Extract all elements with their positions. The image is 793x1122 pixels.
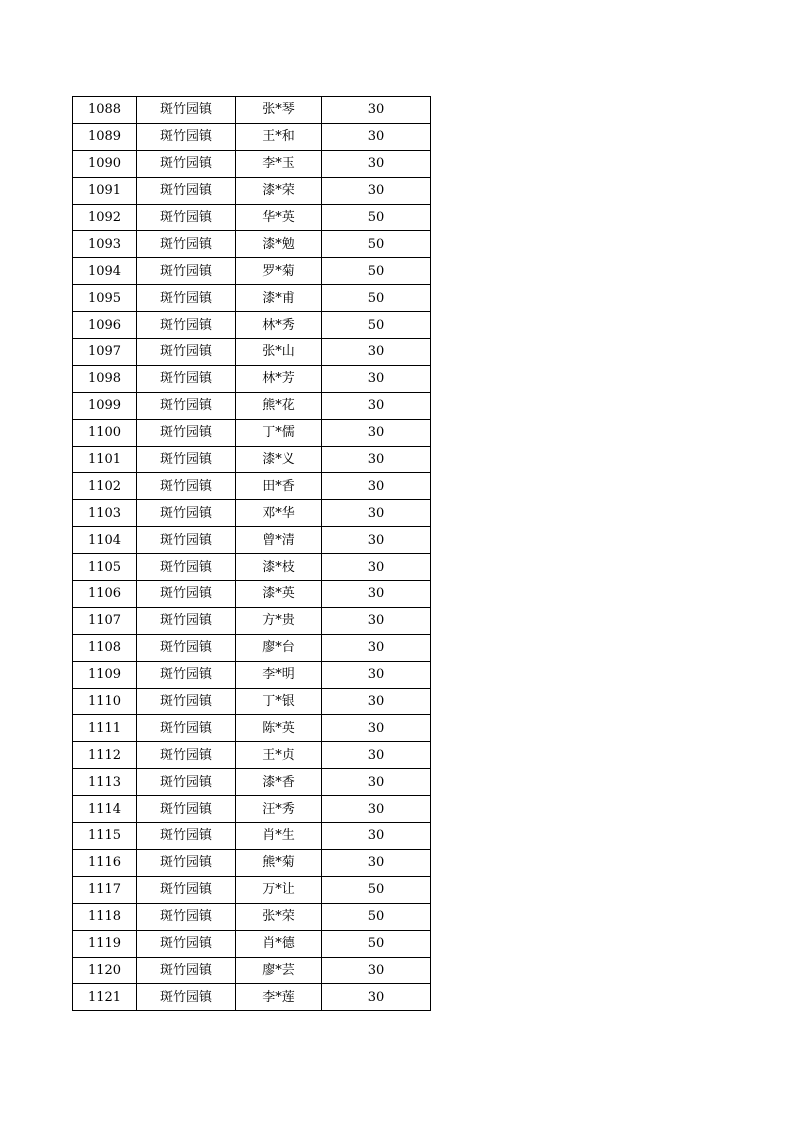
row-number-cell: 1100 [73, 419, 137, 446]
table-row [73, 527, 431, 554]
row-number-cell: 1102 [73, 473, 137, 500]
town-cell: 斑竹园镇 [137, 123, 236, 150]
amount-cell: 50 [322, 204, 431, 231]
table-row [73, 849, 431, 876]
data-table [72, 96, 431, 1011]
town-cell: 斑竹园镇 [137, 473, 236, 500]
town-cell: 斑竹园镇 [137, 742, 236, 769]
amount-cell: 50 [322, 903, 431, 930]
row-number-cell: 1114 [73, 796, 137, 823]
amount-cell: 30 [322, 419, 431, 446]
amount-cell: 30 [322, 392, 431, 419]
person-name-cell: 漆*英 [236, 581, 322, 608]
person-name-cell: 张*山 [236, 339, 322, 366]
amount-cell: 50 [322, 876, 431, 903]
row-number-cell: 1121 [73, 984, 137, 1011]
amount-cell: 30 [322, 554, 431, 581]
amount-cell: 30 [322, 957, 431, 984]
town-cell: 斑竹园镇 [137, 607, 236, 634]
amount-cell: 30 [322, 446, 431, 473]
row-number-cell: 1110 [73, 688, 137, 715]
table-body [73, 97, 431, 1011]
town-cell: 斑竹园镇 [137, 177, 236, 204]
town-cell: 斑竹园镇 [137, 204, 236, 231]
row-number-cell: 1097 [73, 339, 137, 366]
person-name-cell: 曾*清 [236, 527, 322, 554]
town-cell: 斑竹园镇 [137, 419, 236, 446]
amount-cell: 50 [322, 312, 431, 339]
town-cell: 斑竹园镇 [137, 849, 236, 876]
amount-cell: 30 [322, 97, 431, 124]
amount-cell: 30 [322, 769, 431, 796]
table-row [73, 930, 431, 957]
table-row [73, 500, 431, 527]
amount-cell: 30 [322, 984, 431, 1011]
table-row [73, 312, 431, 339]
row-number-cell: 1108 [73, 634, 137, 661]
row-number-cell: 1088 [73, 97, 137, 124]
town-cell: 斑竹园镇 [137, 876, 236, 903]
person-name-cell: 李*玉 [236, 150, 322, 177]
person-name-cell: 熊*花 [236, 392, 322, 419]
person-name-cell: 漆*义 [236, 446, 322, 473]
amount-cell: 30 [322, 339, 431, 366]
table-row [73, 876, 431, 903]
town-cell: 斑竹园镇 [137, 500, 236, 527]
table-row [73, 150, 431, 177]
person-name-cell: 丁*儒 [236, 419, 322, 446]
amount-cell: 30 [322, 150, 431, 177]
person-name-cell: 田*香 [236, 473, 322, 500]
row-number-cell: 1107 [73, 607, 137, 634]
table-row [73, 339, 431, 366]
table-row [73, 984, 431, 1011]
town-cell: 斑竹园镇 [137, 930, 236, 957]
row-number-cell: 1089 [73, 123, 137, 150]
row-number-cell: 1104 [73, 527, 137, 554]
amount-cell: 30 [322, 177, 431, 204]
town-cell: 斑竹园镇 [137, 392, 236, 419]
person-name-cell: 张*琴 [236, 97, 322, 124]
person-name-cell: 漆*勉 [236, 231, 322, 258]
row-number-cell: 1109 [73, 661, 137, 688]
table-row [73, 957, 431, 984]
person-name-cell: 漆*香 [236, 769, 322, 796]
amount-cell: 30 [322, 634, 431, 661]
table-row [73, 123, 431, 150]
town-cell: 斑竹园镇 [137, 554, 236, 581]
town-cell: 斑竹园镇 [137, 150, 236, 177]
table-row [73, 231, 431, 258]
town-cell: 斑竹园镇 [137, 984, 236, 1011]
row-number-cell: 1117 [73, 876, 137, 903]
table-row [73, 715, 431, 742]
table-row [73, 97, 431, 124]
amount-cell: 30 [322, 742, 431, 769]
person-name-cell: 王*贞 [236, 742, 322, 769]
amount-cell: 30 [322, 365, 431, 392]
town-cell: 斑竹园镇 [137, 285, 236, 312]
row-number-cell: 1113 [73, 769, 137, 796]
town-cell: 斑竹园镇 [137, 661, 236, 688]
town-cell: 斑竹园镇 [137, 446, 236, 473]
row-number-cell: 1105 [73, 554, 137, 581]
table-row [73, 607, 431, 634]
amount-cell: 30 [322, 823, 431, 850]
person-name-cell: 方*贵 [236, 607, 322, 634]
row-number-cell: 1111 [73, 715, 137, 742]
person-name-cell: 林*芳 [236, 365, 322, 392]
table-row [73, 661, 431, 688]
town-cell: 斑竹园镇 [137, 312, 236, 339]
table-row [73, 204, 431, 231]
person-name-cell: 熊*菊 [236, 849, 322, 876]
table-row [73, 446, 431, 473]
town-cell: 斑竹园镇 [137, 715, 236, 742]
town-cell: 斑竹园镇 [137, 903, 236, 930]
town-cell: 斑竹园镇 [137, 339, 236, 366]
amount-cell: 30 [322, 527, 431, 554]
row-number-cell: 1106 [73, 581, 137, 608]
person-name-cell: 罗*菊 [236, 258, 322, 285]
row-number-cell: 1116 [73, 849, 137, 876]
person-name-cell: 万*让 [236, 876, 322, 903]
row-number-cell: 1098 [73, 365, 137, 392]
person-name-cell: 廖*台 [236, 634, 322, 661]
table-row [73, 177, 431, 204]
amount-cell: 30 [322, 796, 431, 823]
amount-cell: 50 [322, 285, 431, 312]
row-number-cell: 1101 [73, 446, 137, 473]
person-name-cell: 李*明 [236, 661, 322, 688]
amount-cell: 30 [322, 715, 431, 742]
town-cell: 斑竹园镇 [137, 258, 236, 285]
row-number-cell: 1099 [73, 392, 137, 419]
table-row [73, 419, 431, 446]
person-name-cell: 张*荣 [236, 903, 322, 930]
row-number-cell: 1103 [73, 500, 137, 527]
row-number-cell: 1112 [73, 742, 137, 769]
town-cell: 斑竹园镇 [137, 527, 236, 554]
table-row [73, 688, 431, 715]
town-cell: 斑竹园镇 [137, 231, 236, 258]
row-number-cell: 1092 [73, 204, 137, 231]
town-cell: 斑竹园镇 [137, 823, 236, 850]
person-name-cell: 漆*枝 [236, 554, 322, 581]
table-row [73, 903, 431, 930]
table-row [73, 581, 431, 608]
row-number-cell: 1091 [73, 177, 137, 204]
town-cell: 斑竹园镇 [137, 581, 236, 608]
row-number-cell: 1120 [73, 957, 137, 984]
person-name-cell: 丁*银 [236, 688, 322, 715]
amount-cell: 30 [322, 123, 431, 150]
amount-cell: 30 [322, 688, 431, 715]
town-cell: 斑竹园镇 [137, 796, 236, 823]
person-name-cell: 邓*华 [236, 500, 322, 527]
table-row [73, 258, 431, 285]
table-row [73, 473, 431, 500]
person-name-cell: 廖*芸 [236, 957, 322, 984]
table-row [73, 285, 431, 312]
town-cell: 斑竹园镇 [137, 957, 236, 984]
row-number-cell: 1090 [73, 150, 137, 177]
table-row [73, 769, 431, 796]
person-name-cell: 王*和 [236, 123, 322, 150]
table-row [73, 796, 431, 823]
amount-cell: 30 [322, 607, 431, 634]
person-name-cell: 漆*荣 [236, 177, 322, 204]
person-name-cell: 漆*甫 [236, 285, 322, 312]
town-cell: 斑竹园镇 [137, 365, 236, 392]
row-number-cell: 1094 [73, 258, 137, 285]
amount-cell: 30 [322, 473, 431, 500]
row-number-cell: 1096 [73, 312, 137, 339]
person-name-cell: 华*英 [236, 204, 322, 231]
amount-cell: 30 [322, 500, 431, 527]
table-row [73, 365, 431, 392]
amount-cell: 30 [322, 849, 431, 876]
person-name-cell: 陈*英 [236, 715, 322, 742]
row-number-cell: 1118 [73, 903, 137, 930]
town-cell: 斑竹园镇 [137, 634, 236, 661]
table-row [73, 554, 431, 581]
row-number-cell: 1115 [73, 823, 137, 850]
table-row [73, 742, 431, 769]
town-cell: 斑竹园镇 [137, 97, 236, 124]
town-cell: 斑竹园镇 [137, 769, 236, 796]
row-number-cell: 1119 [73, 930, 137, 957]
person-name-cell: 汪*秀 [236, 796, 322, 823]
amount-cell: 50 [322, 231, 431, 258]
person-name-cell: 肖*生 [236, 823, 322, 850]
row-number-cell: 1095 [73, 285, 137, 312]
amount-cell: 30 [322, 581, 431, 608]
table-row [73, 823, 431, 850]
person-name-cell: 李*莲 [236, 984, 322, 1011]
amount-cell: 30 [322, 661, 431, 688]
person-name-cell: 肖*德 [236, 930, 322, 957]
table-row [73, 392, 431, 419]
amount-cell: 50 [322, 258, 431, 285]
town-cell: 斑竹园镇 [137, 688, 236, 715]
table-row [73, 634, 431, 661]
person-name-cell: 林*秀 [236, 312, 322, 339]
amount-cell: 50 [322, 930, 431, 957]
row-number-cell: 1093 [73, 231, 137, 258]
